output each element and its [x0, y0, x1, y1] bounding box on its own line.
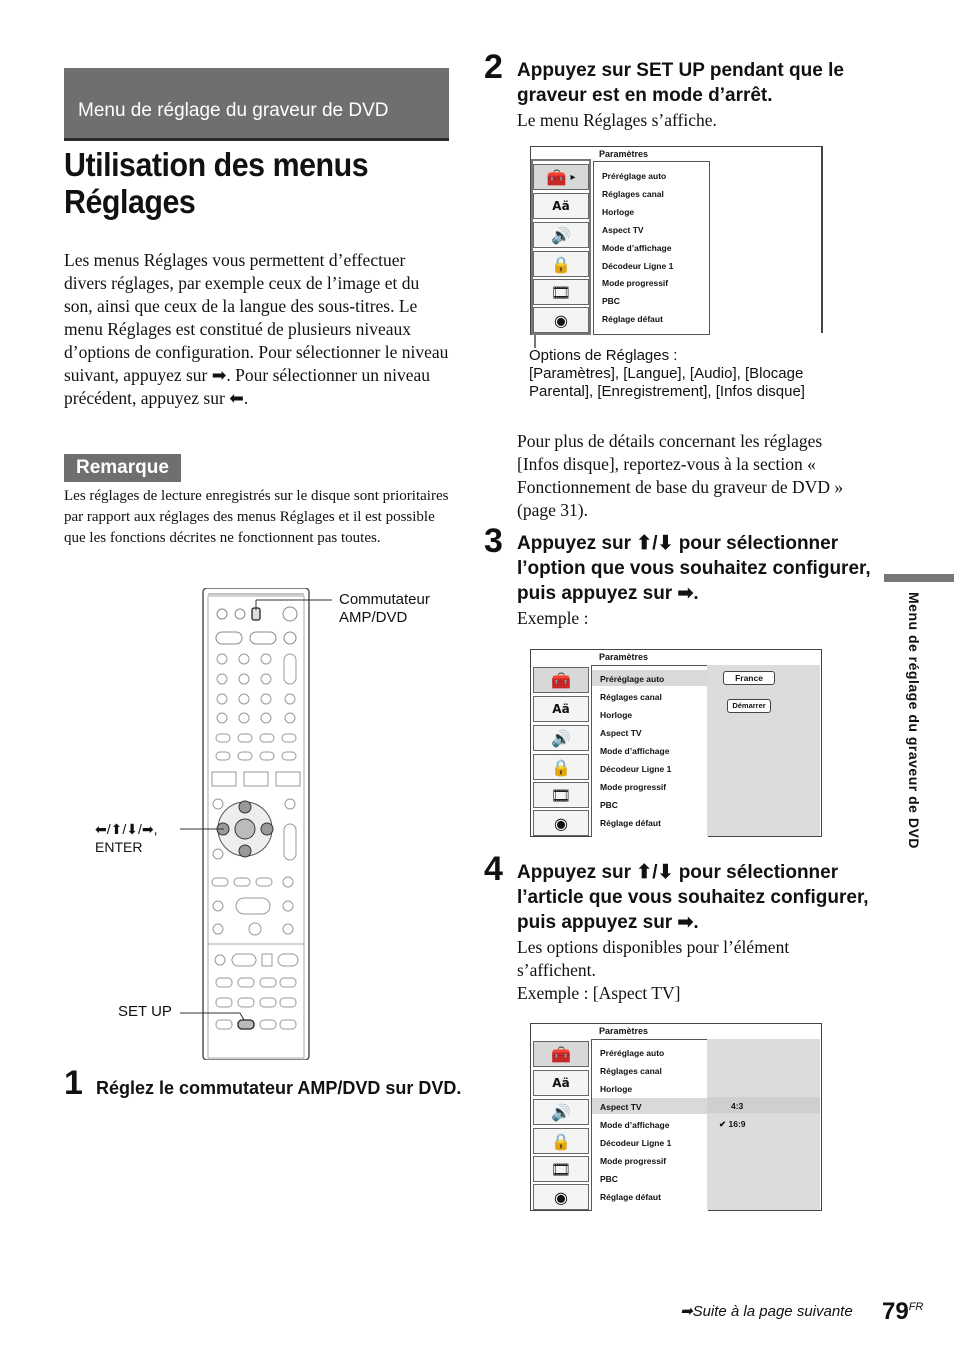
screen3-option-highlight [707, 1097, 820, 1113]
step2-heading-line1: Appuyez sur SET UP pendant que le [517, 60, 844, 81]
screen1-item: Réglages canal [602, 189, 664, 199]
screen1-item: Décodeur Ligne 1 [602, 261, 674, 271]
screen2-header: Paramètres [599, 652, 649, 662]
screen3-item: Mode progressif [600, 1156, 667, 1166]
step3-heading-line3: puis appuyez sur ➡. [517, 583, 699, 604]
menu-screen-3 [530, 1023, 822, 1211]
page-title-line2: Réglages [64, 183, 196, 220]
screen1-header: Paramètres [599, 149, 649, 159]
step4-sub-line2: s’affichent. [517, 960, 596, 980]
callout-arrows [95, 820, 157, 856]
toolbox-icon: 🧰 [533, 667, 589, 693]
screen2-item: Réglage défaut [600, 818, 661, 828]
step3-sub: Exemple : [517, 608, 589, 628]
speaker-icon: 🔊 [533, 1099, 589, 1125]
language-icon: Aä [533, 1070, 589, 1096]
screen3-item: Décodeur Ligne 1 [600, 1138, 672, 1148]
screen1-item: Mode d’affichage [602, 243, 672, 253]
step2-number: 2 [484, 48, 503, 86]
step4-number: 4 [484, 850, 503, 888]
side-tab-label: Menu de réglage du graveur de DVD [906, 592, 922, 849]
lock-icon: 🔒 [533, 1128, 589, 1154]
step1-number: 1 [64, 1064, 83, 1102]
screen2-item: Aspect TV [600, 728, 642, 738]
callout-arrows-line2: ENTER [95, 839, 143, 855]
intro-paragraph: Les menus Réglages vous permettent d’effectuer divers réglages, par exemple ceux de l’image et du son, ainsi que ceux de la langue des sous-titres. Le menu Réglages est constitué de plusieurs niveaux d’options de configuration. Pour sélectionner le niveau suivant, appuyez sur ➡. Pour sélectionner un niveau précédent, appuyez sur ⬅. [64, 250, 449, 408]
screen1-item: Préréglage auto [602, 171, 667, 181]
details-paragraph: Pour plus de détails concernant les réglages [Infos disque], reportez-vous à la section « Fonctionnement de base du graveur de DVD » (page 31). [517, 431, 844, 520]
film-icon: 🎞 [533, 279, 589, 305]
screen3-options-panel [707, 1039, 820, 1210]
step4-sub-line3: Exemple : [Aspect TV] [517, 983, 681, 1003]
toolbox-icon: 🧰 [533, 1041, 589, 1067]
screen3-header: Paramètres [599, 1026, 649, 1036]
step2-sub: Le menu Réglages s’affiche. [517, 110, 717, 130]
remark-badge: Remarque [64, 454, 181, 482]
step4-sub-line1: Les options disponibles pour l’élément [517, 937, 790, 957]
screen1-item: Réglage défaut [602, 314, 663, 324]
options-caption-line2: [Paramètres], [Langue], [Audio], [Blocage [529, 365, 804, 382]
lock-icon: 🔒 [533, 754, 589, 780]
menu-screen-2 [530, 649, 822, 837]
screen3-item: Mode d’affichage [600, 1120, 670, 1130]
page-number [882, 1298, 923, 1326]
screen1-item: Aspect TV [602, 225, 644, 235]
callout-setup: SET UP [118, 1003, 172, 1020]
screen1-item: Mode progressif [602, 278, 669, 288]
option-16-9[interactable]: ✔ 16:9 [719, 1119, 746, 1129]
step3-heading-line1: Appuyez sur ⬆/⬇ pour sélectionner [517, 533, 839, 554]
screen1-item: Horloge [602, 207, 635, 217]
screen2-item: Mode progressif [600, 782, 667, 792]
screen3-item: Préréglage auto [600, 1048, 665, 1058]
options-caption-line1: Options de Réglages : [529, 347, 678, 364]
language-icon: Aä [533, 696, 589, 722]
step2-heading [517, 58, 844, 108]
screen1-item: PBC [602, 296, 620, 306]
step3-heading-line2: l’option que vous souhaitez configurer, [517, 558, 871, 579]
disc-icon: ◉ [533, 307, 589, 333]
language-icon: Aä [533, 193, 589, 219]
step4-heading [517, 860, 869, 935]
menu-screen-1 [530, 146, 823, 335]
disc-icon: ◉ [533, 810, 589, 836]
screen2-item: PBC [600, 800, 618, 810]
options-caption [529, 347, 805, 401]
step2-heading-line2: graveur est en mode d’arrêt. [517, 85, 773, 106]
screen1-right-edge [821, 147, 823, 333]
disc-icon: ◉ [533, 1184, 589, 1210]
speaker-icon: 🔊 [533, 222, 589, 248]
screen2-item: Décodeur Ligne 1 [600, 764, 672, 774]
caption-pointer [534, 334, 536, 348]
film-icon: 🎞 [533, 1156, 589, 1182]
page-title-line1: Utilisation des menus [64, 146, 369, 183]
speaker-icon: 🔊 [533, 725, 589, 751]
lock-icon: 🔒 [533, 251, 589, 277]
footer-continue: ➡Suite à la page suivante [680, 1303, 853, 1320]
screen3-item: Réglage défaut [600, 1192, 661, 1202]
option-4-3[interactable]: 4:3 [731, 1101, 744, 1111]
callout-commutateur-line1: Commutateur [339, 591, 430, 608]
screen3-item: Horloge [600, 1084, 633, 1094]
step4-sub [517, 936, 789, 1005]
screen3-item: PBC [600, 1174, 618, 1184]
screen2-item: Réglages canal [600, 692, 662, 702]
screen3-item-list [591, 1039, 708, 1211]
film-icon: 🎞 [533, 782, 589, 808]
step3-heading [517, 531, 871, 606]
step4-heading-line3: puis appuyez sur ➡. [517, 912, 699, 933]
callout-commutateur [339, 591, 430, 627]
step4-heading-line1: Appuyez sur ⬆/⬇ pour sélectionner [517, 862, 839, 883]
toolbox-icon: 🧰 ▸ [533, 164, 589, 190]
start-button[interactable]: Démarrer [727, 699, 771, 713]
screen3-item: Réglages canal [600, 1066, 662, 1076]
page-number-suffix: FR [908, 1301, 924, 1313]
step4-heading-line2: l’article que vous souhaitez configurer, [517, 887, 869, 908]
screen1-item-list [593, 161, 710, 335]
options-caption-line3: Parental], [Enregistrement], [Infos disque] [529, 383, 805, 400]
remark-text: Les réglages de lecture enregistrés sur le disque sont prioritaires par rapport aux réglages des menus Réglages et il est possible que les fonctions décrites ne fonctionnent pas toutes. [64, 488, 449, 546]
screen2-item: Mode d’affichage [600, 746, 670, 756]
section-band-label: Menu de réglage du graveur de DVD [78, 100, 389, 121]
screen2-item-list [591, 665, 708, 837]
step3-number: 3 [484, 522, 503, 560]
country-button[interactable]: France [723, 671, 775, 685]
side-tab-bar [884, 574, 954, 582]
step1-heading: Réglez le commutateur AMP/DVD sur DVD. [96, 1078, 462, 1098]
screen2-options-panel [707, 665, 820, 836]
page-number-value: 79 [882, 1298, 909, 1325]
callout-commutateur-line2: AMP/DVD [339, 609, 408, 626]
screen2-item: Préréglage auto [600, 674, 665, 684]
screen3-item: Aspect TV [600, 1102, 642, 1112]
screen2-item: Horloge [600, 710, 633, 720]
callout-arrows-line1: ⬅/⬆/⬇/➡, [95, 821, 158, 837]
